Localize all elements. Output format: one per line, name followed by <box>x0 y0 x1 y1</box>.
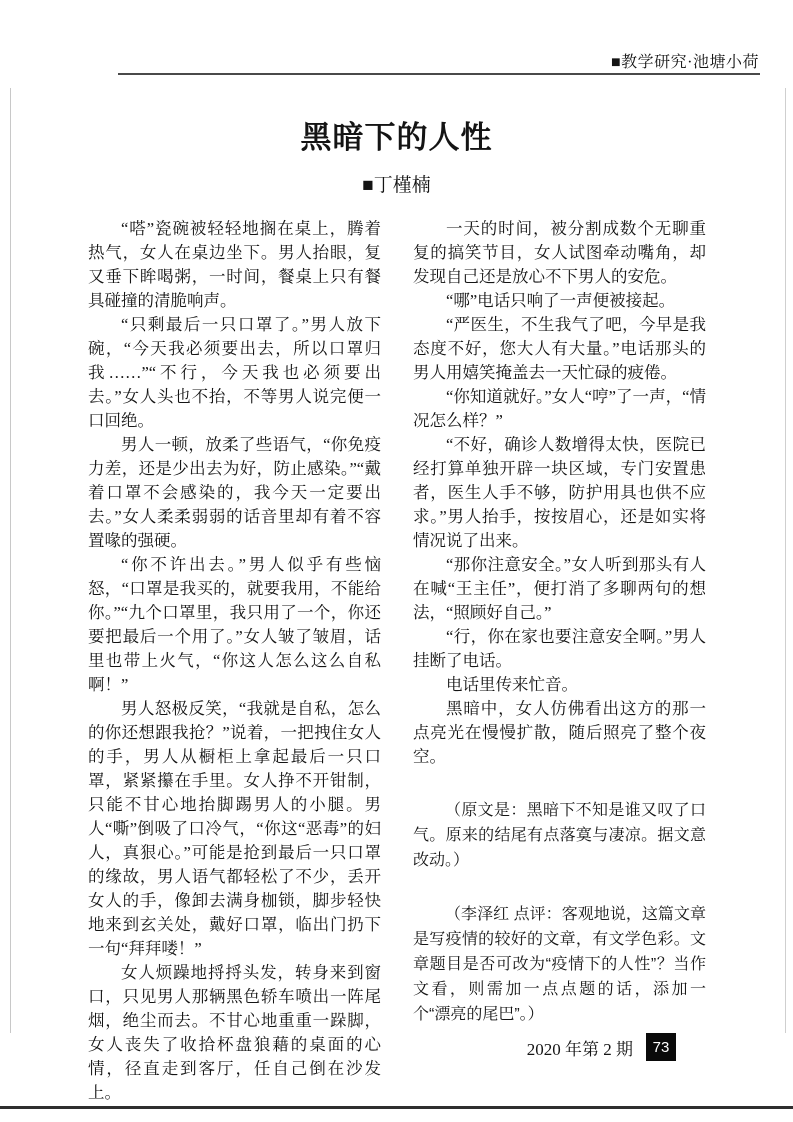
article-author: ■丁槿楠 <box>362 175 431 196</box>
page-number-badge: 73 <box>646 1033 676 1061</box>
scan-edge-left <box>10 88 11 1033</box>
paragraph: 电话里传来忙音。 <box>446 675 578 694</box>
paragraph: “你知道就好。”女人“哼”了一声，“情况怎么样？” <box>413 387 706 430</box>
paragraph: “行，你在家也要注意安全啊。”男人挂断了电话。 <box>413 627 706 670</box>
paragraph: “嗒”瓷碗被轻轻地搁在桌上，腾着热气，女人在桌边坐下。男人抬眼，复又垂下眸喝粥，一时间，餐桌上只有餐具碰撞的清脆响声。 <box>88 219 381 310</box>
paragraph: 男人一顿，放柔了些语气，“你免疫力差，还是少出去为好，防止感染。”“戴着口罩不会感染的，我今天一定要出去。”女人柔柔弱弱的话音里却有着不容置喙的强硬。 <box>88 435 381 550</box>
article-title: 黑暗下的人性 <box>300 120 493 155</box>
issue-label: 2020 年第 2 期 <box>526 1039 633 1059</box>
article-body <box>88 217 706 1105</box>
paragraph: “哪”电话只响了一声便被接起。 <box>446 291 676 310</box>
right-column <box>413 217 706 1105</box>
editor-note: （原文是：黑暗下不知是谁又叹了口气。原来的结尾有点落寞与凄凉。据文意改动。） <box>413 802 706 869</box>
scan-edge-right <box>785 88 786 1033</box>
section-label: ■教学研究·池塘小荷 <box>611 54 759 71</box>
reviewer-comment: （李泽红 点评：客观地说，这篇文章是写疫情的较好的文章，有文学色彩。文章题目是否可改为“疫情下的人性”？当作文看，则需加一点点题的话，添加一个“漂亮的尾巴”。） <box>413 906 706 1023</box>
paragraph: “你不许出去。”男人似乎有些恼怒，“口罩是我买的，就要我用，不能给你。”“九个口罩里，我只用了一个，你还要把最后一个用了。”女人皱了皱眉，话里也带上火气，“你这人怎么这么自私啊！” <box>88 555 381 694</box>
left-column <box>88 217 381 1105</box>
page-header <box>118 49 759 72</box>
paragraph: “只剩最后一只口罩了。”男人放下碗，“今天我必须要出去，所以口罩归我……”“不行，今天我也必须要出去。”女人头也不抬，不等男人说完便一口回绝。 <box>88 315 381 430</box>
paragraph: “不好，确诊人数增得太快，医院已经打算单独开辟一块区域，专门安置患者，医生人手不够，防护用具也供不应求。”男人抬手，按按眉心，还是如实将情况说了出来。 <box>413 435 706 550</box>
paragraph: 黑暗中，女人仿佛看出这方的那一点亮光在慢慢扩散，随后照亮了整个夜空。 <box>413 699 706 766</box>
page-footer <box>527 1033 676 1061</box>
header-rule <box>118 73 760 75</box>
paragraph: “严医生，不生我气了吧，今早是我态度不好，您大人有大量。”电话那头的男人用嬉笑掩盖去一天忙碌的疲倦。 <box>413 315 706 382</box>
paragraph: “那你注意安全。”女人听到那头有人在喊“王主任”，便打消了多聊两句的想法，“照顾好自己。” <box>413 555 706 622</box>
paragraph: 一天的时间，被分割成数个无聊重复的搞笑节目，女人试图牵动嘴角，却发现自己还是放心不下男人的安危。 <box>413 219 706 286</box>
paragraph: 男人怒极反笑，“我就是自私，怎么的你还想跟我抢？”说着，一把拽住女人的手，男人从橱柜上拿起最后一只口罩，紧紧攥在手里。女人挣不开钳制，只能不甘心地抬脚踢男人的小腿。男人“嘶”倒吸了口冷气，“你这“恶毒”的妇人，真狠心。”可能是抢到最后一只口罩的缘故，男人语气都轻松了不少，丢开女人的手，像卸去满身枷锁，脚步轻快地来到玄关处，戴好口罩，临出门扔下一句“拜拜喽！” <box>88 699 381 958</box>
paragraph: 女人烦躁地捋捋头发，转身来到窗口，只见男人那辆黑色轿车喷出一阵尾烟，绝尘而去。不甘心地重重一跺脚，女人丧失了收拾杯盘狼藉的桌面的心情，径直走到客厅，任自己倒在沙发上。 <box>88 963 381 1102</box>
scan-edge-bottom <box>0 1106 793 1109</box>
